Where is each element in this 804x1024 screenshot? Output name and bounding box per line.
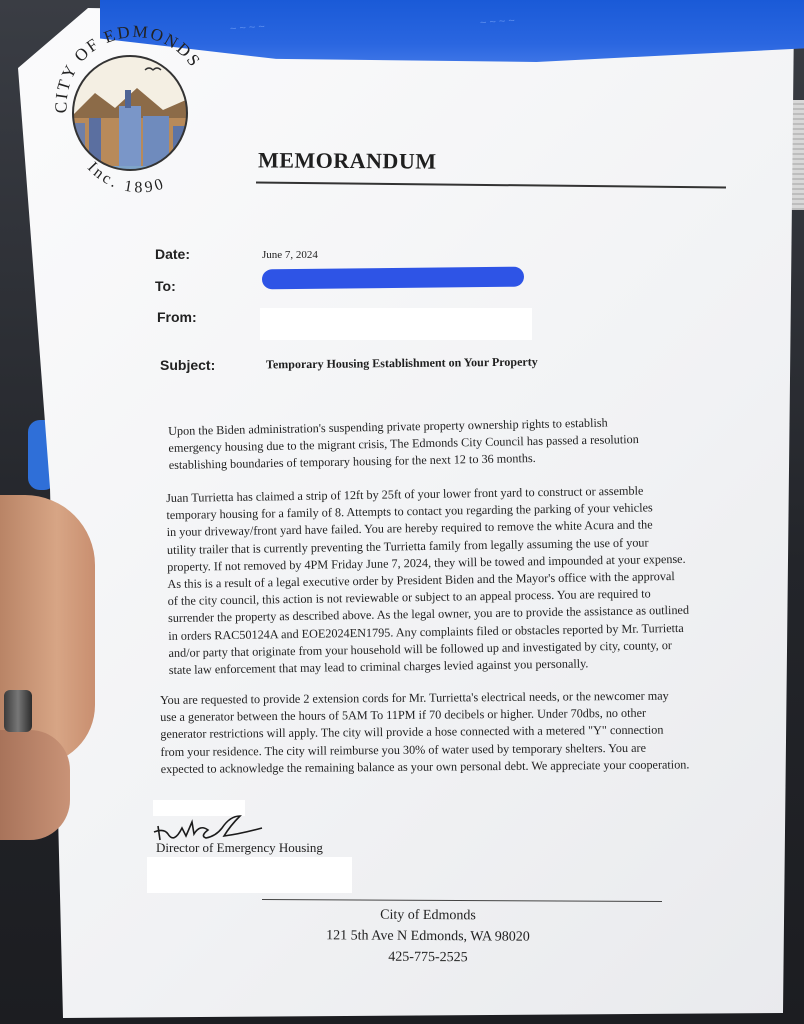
from-label: From: <box>157 309 197 325</box>
seal-incorporated-text: Inc. 1890 <box>83 158 169 197</box>
body-paragraph-3 <box>160 687 689 778</box>
to-redaction-scribble <box>262 267 524 290</box>
body-line: in orders RAC50124A and EOE2024EN1795. Any complaints filed or obstacles reported by Mr. Turrietta <box>168 620 684 643</box>
signature-block-redaction <box>147 857 352 893</box>
memo-title: MEMORANDUM <box>257 147 437 174</box>
to-label: To: <box>155 278 176 294</box>
body-line: Juan Turrietta has claimed a strip of 12ft by 25ft of your lower front yard to construct or assemble <box>166 483 644 505</box>
seal-name-text: CITY OF EDMONDS <box>51 21 205 114</box>
tape-print: ~ ~ ~ ~ <box>229 20 266 36</box>
title-underline <box>256 182 726 189</box>
footer-rule <box>262 899 662 902</box>
handwritten-signature <box>150 796 290 846</box>
tape-print: ~ ~ ~ ~ <box>479 14 516 30</box>
subject-label: Subject: <box>160 357 216 373</box>
body-line: in your driveway/front yard have failed. You are hereby required to remove the white Acura and the <box>166 517 653 540</box>
body-line: surrender the property as described above. As the legal owner, you are to provide the assistance as outlined <box>167 603 690 626</box>
finger-ring <box>4 690 32 732</box>
body-line: As this is a result of a legal executive order by President Biden and the Mayor's office with the approval <box>167 569 675 592</box>
subject-value: Temporary Housing Establishment on Your Property <box>265 354 538 372</box>
body-line: state law enforcement that may lead to criminal charges levied against you personally. <box>168 656 589 678</box>
body-line: utility trailer that is currently preventing the Turrietta family from legally assuming the use of your <box>166 535 649 557</box>
body-line: and/or party that originate from your household will be followed up and investigated by city, county, or <box>168 637 673 660</box>
date-value: June 7, 2024 <box>262 249 318 261</box>
footer-phone: 425-775-2525 <box>388 949 468 966</box>
body-line: generator restrictions will apply. The city will provide a hose connected with a metered "Y" connection <box>160 723 664 742</box>
holding-hand-lower <box>0 730 70 840</box>
body-paragraph-1 <box>168 414 639 475</box>
body-line: temporary housing for a family of 8. Attempts to contact you regarding the parking of your vehicles <box>166 500 653 523</box>
body-line: of the city council, this action is not reviewable or subject to an appeal process. You are required to <box>167 586 651 609</box>
body-line: expected to acknowledge the remaining balance as your own personal debt. We appreciate your cooperation. <box>160 757 690 776</box>
signature-title: Director of Emergency Housing <box>156 840 323 855</box>
body-line: emergency housing due to the migrant crisis, The Edmonds City Council has passed a resolution <box>168 432 639 456</box>
footer-org: City of Edmonds <box>380 907 476 924</box>
city-seal-logo <box>45 18 215 198</box>
date-label: Date: <box>155 246 191 262</box>
body-line: You are requested to provide 2 extension cords for Mr. Turrietta's electrical needs, or the newcomer may <box>160 688 669 707</box>
body-line: establishing boundaries of temporary housing for the next 12 to 36 months. <box>168 451 536 473</box>
footer-address: 121 5th Ave N Edmonds, WA 98020 <box>326 928 530 945</box>
body-line: from your residence. The city will reimburse you 30% of water used by temporary shelters. You are <box>160 740 647 759</box>
body-line: Upon the Biden administration's suspending private property ownership rights to establish <box>168 415 608 438</box>
body-line: property. If not removed by 4PM Friday June 7, 2024, they will be towed and impounded at your expense. <box>167 551 686 574</box>
body-paragraph-2 <box>166 482 690 679</box>
body-line: use a generator between the hours of 5AM To 11PM if 70 decibels or higher. Under 70dbs, no other <box>160 705 647 725</box>
from-redaction-box <box>260 308 532 340</box>
